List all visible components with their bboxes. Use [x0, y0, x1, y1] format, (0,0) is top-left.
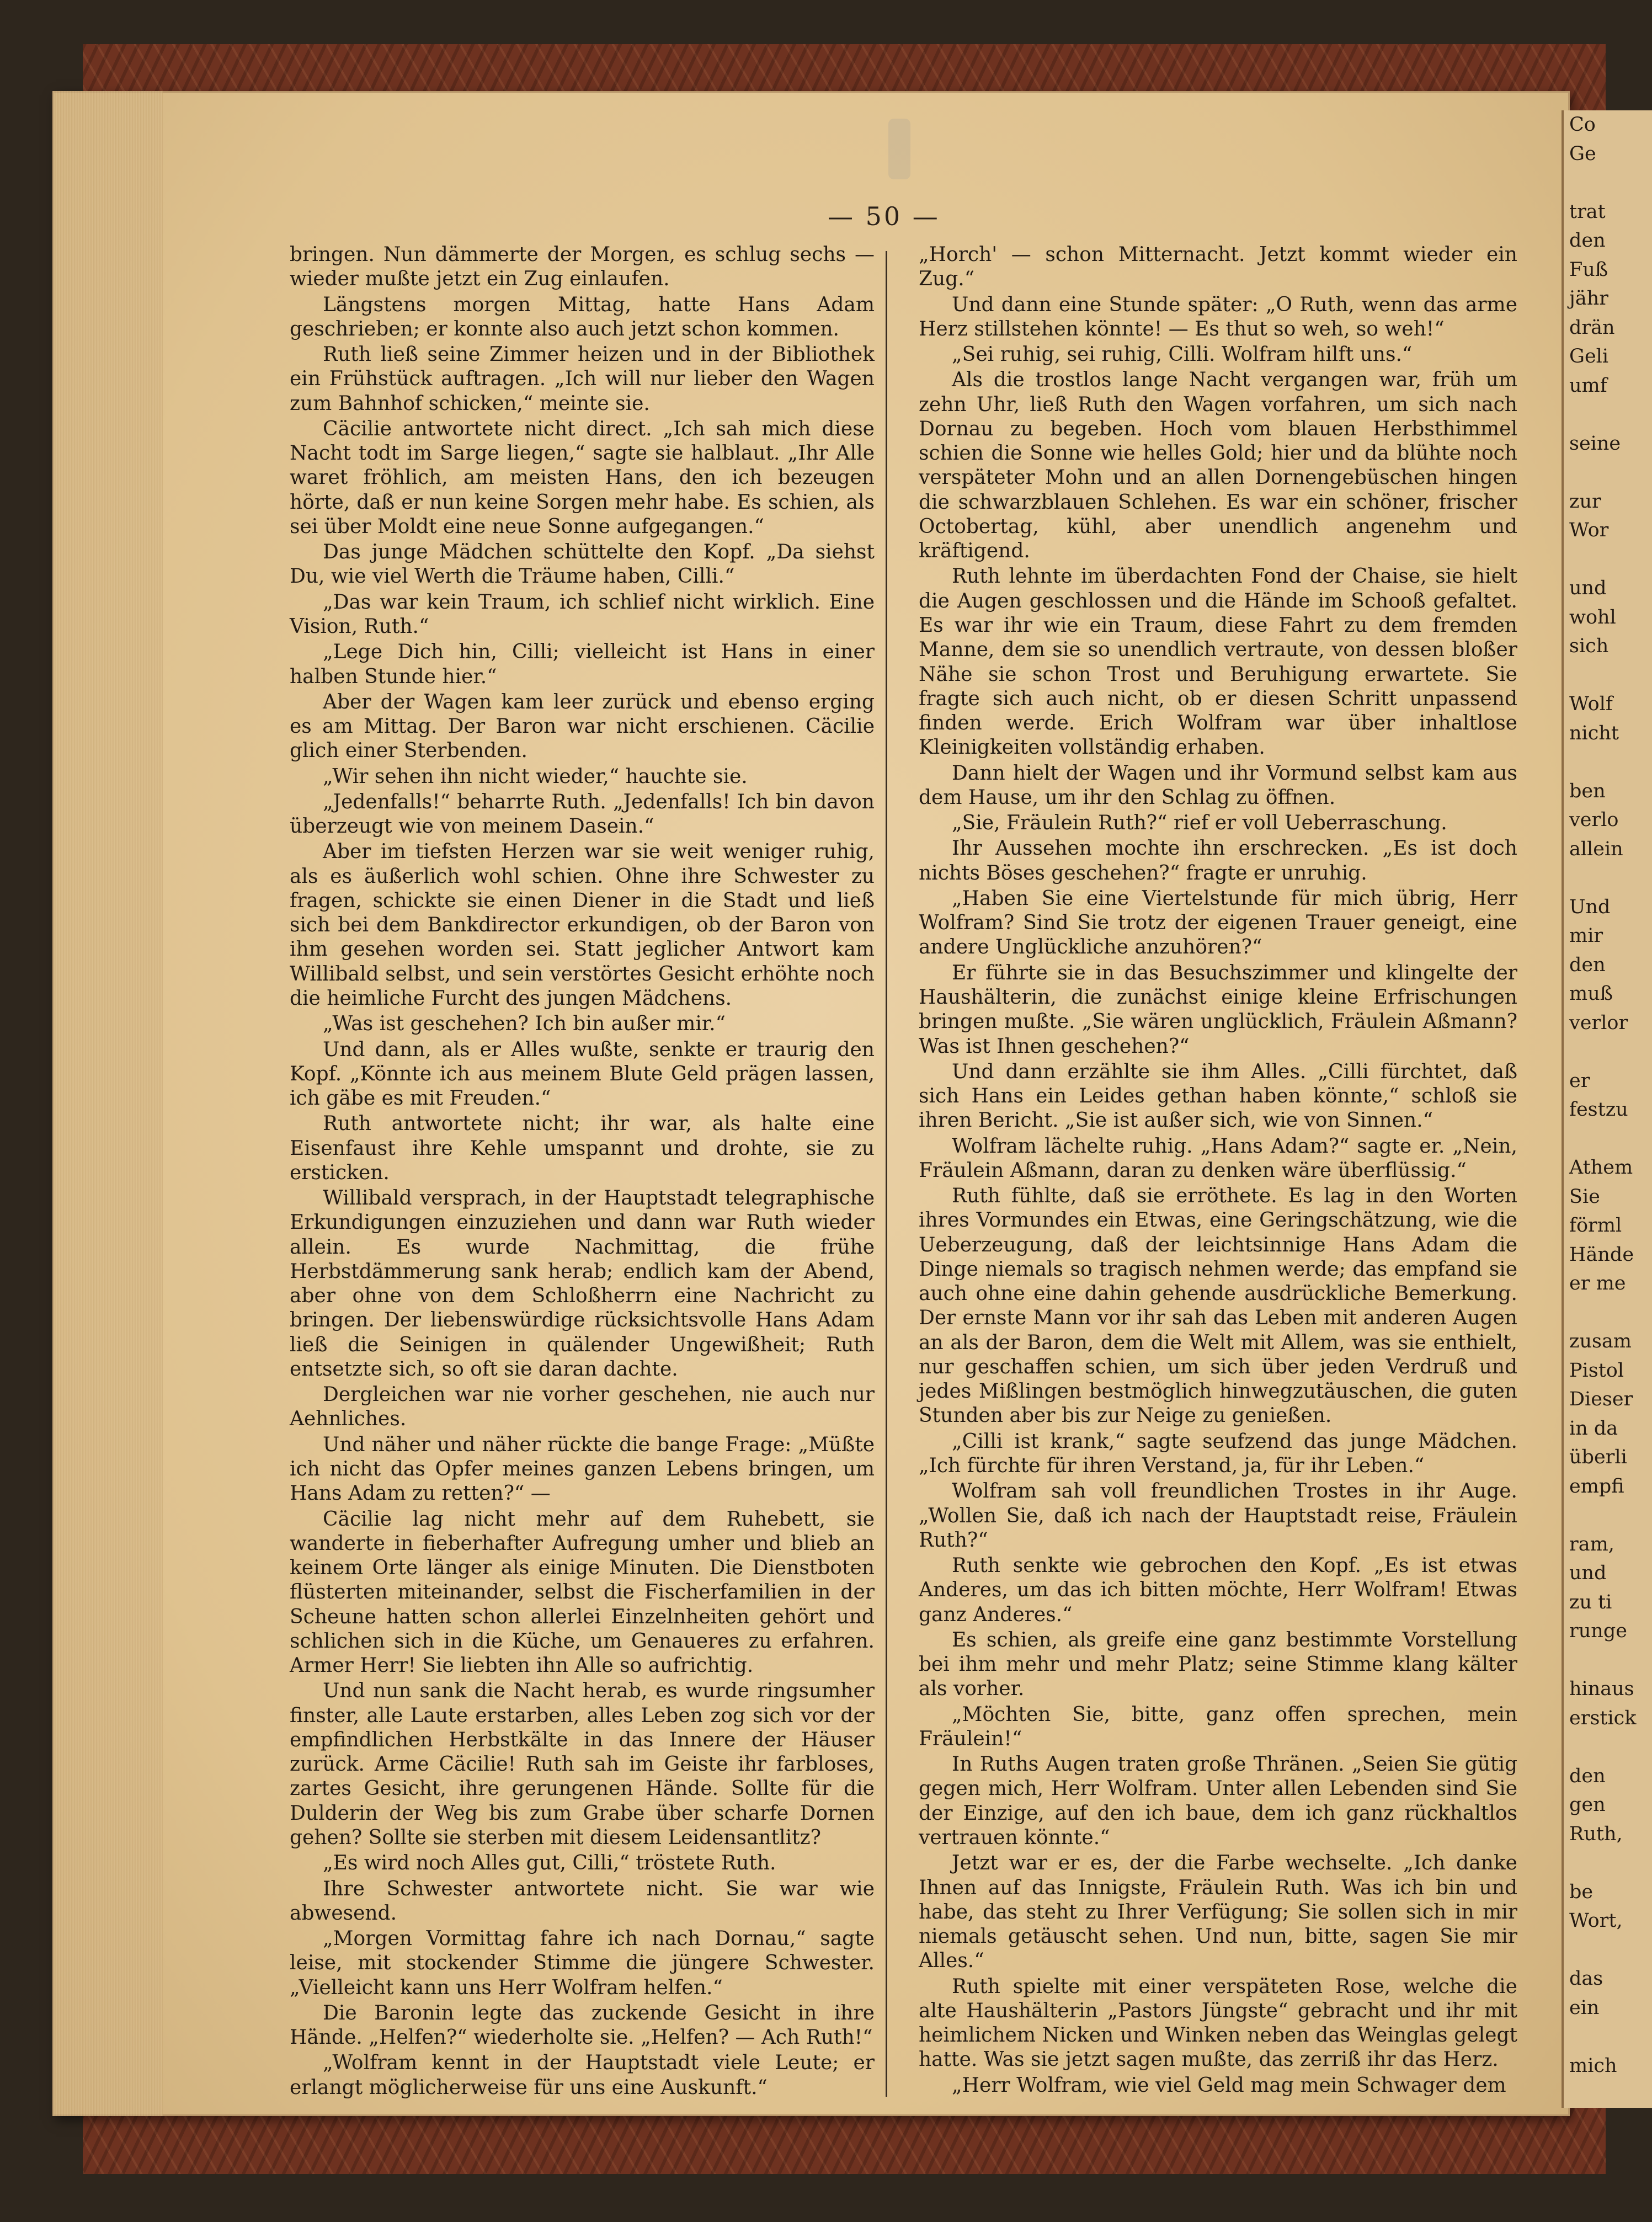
- next-page-fragment: verlo: [1569, 809, 1619, 831]
- next-page-fragment: Wor: [1569, 519, 1609, 541]
- next-page-fragment: den: [1569, 230, 1606, 252]
- next-page-fragment: mir: [1569, 925, 1603, 947]
- next-page-fragment: wohl: [1569, 606, 1616, 628]
- paragraph: Als die trostlos lange Nacht vergangen war, früh um zehn Uhr, ließ Ruth den Wagen vorfahren, um sich nach Dornau zu begeben. Hoch vom blauen Herbsthimmel schien die Sonne wie helles Gold; hier und da blühte noch verspäteter Mohn und an allen Dornengebüschen hingen die schwarzblauen Schlehen. Es war ein schöner, frischer Octobertag, kühl, aber unendlich angenehm und kräftigend.: [919, 369, 1517, 563]
- next-page-fragment: Sie: [1569, 1185, 1600, 1208]
- next-page-fragment: zur: [1569, 490, 1601, 513]
- paragraph: Aber im tiefsten Herzen war sie weit weniger ruhig, als es äußerlich wohl schien. Ohne ihre Schwester zu fragen, schickte sie einen Diener in die Stadt und ließ sich bei dem Bankdirector erkundigen, ob der Baron von ihm gesehen worden sei. Statt jeglicher Antwort kam Willibald selbst, und sein verstörtes Gesicht erhöhte noch die heimliche Furcht des jungen Mädchens.: [290, 840, 875, 1010]
- next-page-fragment: erstick: [1569, 1707, 1637, 1729]
- paragraph: Ruth senkte wie gebrochen den Kopf. „Es ist etwas Anderes, um das ich bitten möchte, Herr Wolfram! Etwas ganz Anderes.“: [919, 1554, 1517, 1626]
- paragraph: In Ruths Augen traten große Thränen. „Seien Sie gütig gegen mich, Herr Wolfram. Unter allen Lebenden sind Sie der Einzige, auf den ich baue, dem ich ganz rückhaltlos vertrauen könnte.“: [919, 1753, 1517, 1849]
- next-page-fragment: das: [1569, 1968, 1603, 1990]
- next-page-fragment: Und: [1569, 896, 1611, 918]
- paragraph: „Möchten Sie, bitte, ganz offen sprechen, mein Fräulein!“: [919, 1703, 1517, 1750]
- next-page-fragment: muß: [1569, 983, 1613, 1005]
- paragraph: Aber der Wagen kam leer zurück und ebenso erging es am Mittag. Der Baron war nicht erschienen. Cäcilie glich einer Sterbenden.: [290, 690, 875, 763]
- paragraph: Ruth antwortete nicht; ihr war, als halte eine Eisenfaust ihre Kehle umspannt und drohte, sie zu ersticken.: [290, 1112, 875, 1184]
- paragraph: „Haben Sie eine Viertelstunde für mich übrig, Herr Wolfram? Sind Sie trotz der eigenen Trauer geneigt, eine andere Unglückliche anzuhören?“: [919, 887, 1517, 959]
- paragraph: Ruth spielte mit einer verspäteten Rose, welche die alte Haushälterin „Pastors Jüngste“ gebracht und ihr mit heimlichem Nicken und Winken neben das Weinglas gelegt hatte. Was sie jetzt sagen mußte, das zerriß ihr das Herz.: [919, 1975, 1517, 2071]
- next-page-fragment: Ge: [1569, 142, 1596, 165]
- paragraph: Ruth ließ seine Zimmer heizen und in der Bibliothek ein Frühstück auftragen. „Ich will nur lieber den Wagen zum Bahnhof schicken,“ meinte sie.: [290, 343, 875, 415]
- next-page-fragment: [1564, 864, 1652, 893]
- next-page-fragment: drän: [1569, 316, 1615, 339]
- paragraph: Und nun sank die Nacht herab, es wurde ringsumher finster, alle Laute erstarben, alles Leben zog sich vor der empfindlichen Herbstkälte in das Innere der Häuser zurück. Arme Cäcilie! Ruth sah im Geiste ihr farbloses, zartes Gesicht, ihre gerungenen Hände. Sollte für die Dulderin der Weg bis zum Grabe über scharfe Dornen gehen? Sollte sie sterben mit diesem Leidensantlitz?: [290, 1680, 875, 1849]
- paragraph: Ruth fühlte, daß sie erröthete. Es lag in den Worten ihres Vormundes ein Etwas, eine Geringschätzung, wie die Ueberzeugung, daß der leichtsinnige Hans Adam die Dinge niemals so tragisch nehmen werde; das empfand sie auch ohne eine dahin gehende ausdrückliche Bemerkung. Der ernste Mann vor ihr sah das Leben mit anderen Augen an als der Baron, dem die Welt mit Allem, was sie enthielt, nur geschaffen schien, um sich über jeden Verdruß und jedes Mißlingen bestmöglich hinwegzutäuschen, die guten Stunden aber bis zur Neige zu genießen.: [919, 1185, 1517, 1427]
- next-page-fragment: [1564, 1936, 1652, 1965]
- paragraph: „Sie, Fräulein Ruth?“ rief er voll Ueberraschung.: [952, 812, 1447, 835]
- paragraph: Längstens morgen Mittag, hatte Hans Adam geschrieben; er konnte also auch jetzt schon kommen.: [290, 293, 875, 340]
- next-page-fragment: förml: [1569, 1214, 1622, 1237]
- next-page-fragment: er me: [1569, 1272, 1626, 1294]
- paragraph: Dergleichen war nie vorher geschehen, nie auch nur Aehnliches.: [290, 1383, 875, 1431]
- next-page-fragment: überli: [1569, 1446, 1627, 1468]
- page-edges: [52, 91, 163, 2116]
- next-page-fragment: empfi: [1569, 1475, 1624, 1498]
- paragraph: „Jedenfalls!“ beharrte Ruth. „Jedenfalls! Ich bin davon überzeugt wie von meinem Dasein.“: [290, 790, 875, 838]
- next-page-fragment: seine: [1569, 432, 1621, 455]
- next-page-fragment: Geli: [1569, 345, 1609, 367]
- paragraph: Und dann eine Stunde später: „O Ruth, wenn das arme Herz stillstehen könnte! — Es thut so weh, so weh!“: [919, 293, 1517, 340]
- next-page-fragment: [1564, 1037, 1652, 1067]
- next-page-fragment: trat: [1569, 200, 1606, 223]
- next-page-fragment: Hände: [1569, 1243, 1634, 1266]
- paragraph: Die Baronin legte das zuckende Gesicht in ihre Hände. „Helfen?“ wiederholte sie. „Helfen? — Ach Ruth!“: [290, 2001, 875, 2049]
- next-page-fragment: den: [1569, 953, 1606, 976]
- next-page-fragment: [1564, 1646, 1652, 1675]
- next-page-edge: [1562, 110, 1652, 2108]
- paragraph: Und dann erzählte sie ihm Alles. „Cilli fürchtet, daß sich Hans ein Leides gethan haben könnte,“ schloß sie ihren Bericht. „Sie ist außer sich, wie von Sinnen.“: [919, 1060, 1517, 1132]
- paragraph: „Herr Wolfram, wie viel Geld mag mein Schwager dem: [952, 2074, 1506, 2097]
- paragraph: Und dann, als er Alles wußte, senkte er traurig den Kopf. „Könnte ich aus meinem Blute Geld prägen lassen, ich gäbe es mit Freuden.“: [290, 1038, 875, 1110]
- next-page-fragment: Dieser: [1569, 1388, 1633, 1410]
- next-page-fragment: zu ti: [1569, 1591, 1612, 1613]
- paragraph: bringen. Nun dämmerte der Morgen, es schlug sechs — wieder mußte jetzt ein Zug einlaufen.: [290, 243, 875, 291]
- paragraph: Er führte sie in das Besuchszimmer und klingelte der Haushälterin, die zunächst einige kleine Erfrischungen bringen mußte. „Sie wären unglücklich, Fräulein Aßmann? Was ist Ihnen geschehen?“: [919, 961, 1517, 1058]
- next-page-fragment: ben: [1569, 780, 1606, 802]
- next-page-fragment: und: [1569, 577, 1607, 599]
- paragraph: Cäcilie lag nicht mehr auf dem Ruhebett, sie wanderte in fieberhafter Aufregung umher und blieb an keinem Orte länger als einige Minuten. Die Dienstboten flüsterten miteinander, selbst die Fischerfamilien in der Scheune hatten schon allerlei Einzelnheiten gehört und schlichen sich in die Küche, um Genaueres zu erfahren. Armer Herr! Sie liebten ihn Alle so aufrichtig.: [290, 1507, 875, 1677]
- paragraph: Und näher und näher rückte die bange Frage: „Müßte ich nicht das Opfer meines ganzen Lebens bringen, um Hans Adam zu retten?“ —: [290, 1433, 875, 1505]
- paragraph: Cäcilie antwortete nicht direct. „Ich sah mich diese Nacht todt im Sarge liegen,“ sagte sie halblaut. „Ihr Alle waret fröhlich, am meisten Hans, den ich bezeugen hörte, daß er nun keine Sorgen mehr habe. Es schien, als sei über Moldt eine neue Sonne aufgegangen.“: [290, 417, 875, 538]
- paragraph: Wolfram lächelte ruhig. „Hans Adam?“ sagte er. „Nein, Fräulein Aßmann, daran zu denken wäre überflüssig.“: [919, 1134, 1517, 1182]
- next-page-fragment: er: [1569, 1069, 1590, 1092]
- next-page-fragment: gen: [1569, 1794, 1606, 1816]
- next-page-fragment: Athem: [1569, 1157, 1633, 1179]
- next-page-fragment: [1564, 400, 1652, 429]
- next-page-fragment: zusam: [1569, 1330, 1632, 1352]
- paragraph: „Wir sehen ihn nicht wieder,“ hauchte sie.: [323, 765, 748, 788]
- next-page-fragment: Co: [1569, 114, 1596, 136]
- next-page-fragment: [1564, 545, 1652, 574]
- next-page-fragment: [1564, 748, 1652, 777]
- next-page-fragment: runge: [1569, 1620, 1627, 1642]
- paragraph: Jetzt war er es, der die Farbe wechselte. „Ich danke Ihnen auf das Innigste, Fräulein Ruth. Was ich bin und habe, das steht zu Ihrer Verfügung; Sie sollen sich in mir niemals getäuscht sehen. Und nun, bitte, sagen Sie mir Alles.“: [919, 1852, 1517, 1973]
- next-page-fragment: ram,: [1569, 1533, 1614, 1555]
- paragraph: „Morgen Vormittag fahre ich nach Dornau,“ sagte leise, mit stockender Stimme die jüngere Schwester. „Vielleicht kann uns Herr Wolfram helfen.“: [290, 1927, 875, 1999]
- right-column: [919, 243, 1517, 2099]
- paragraph: Ihr Aussehen mochte ihn erschrecken. „Es ist doch nichts Böses geschehen?“ fragte er unruhig.: [919, 837, 1517, 884]
- next-page-fragment: mich: [1569, 2054, 1617, 2077]
- next-page-fragment: sich: [1569, 635, 1609, 657]
- paragraph: „Was ist geschehen? Ich bin außer mir.“: [323, 1013, 726, 1036]
- paragraph: „Das war kein Traum, ich schlief nicht wirklich. Eine Vision, Ruth.“: [290, 590, 875, 638]
- next-page-fragment: [1564, 1298, 1652, 1328]
- next-page-fragment: in da: [1569, 1417, 1618, 1440]
- paragraph: Ruth lehnte im überdachten Fond der Chaise, sie hielt die Augen geschlossen und die Hände im Schooß gefaltet. Es war ihr wie ein Traum, diese Fahrt zu dem fremden Manne, dem sie so unendlich vertraute, von dessen bloßer Nähe sie schon Trost und Beruhigung erwartete. Sie fragte sich auch nicht, ob er diesen Schritt unpassend finden werde. Erich Wolfram war über inhaltlose Kleinigkeiten vollständig erhaben.: [919, 565, 1517, 759]
- next-page-fragment: festzu: [1569, 1099, 1628, 1121]
- next-page-fragment: verlor: [1569, 1011, 1628, 1034]
- next-page-fragment: Wolf: [1569, 693, 1613, 715]
- left-column: [290, 243, 875, 2101]
- next-page-fragment: hinaus: [1569, 1678, 1634, 1700]
- next-page-fragment: [1564, 1501, 1652, 1530]
- next-page-fragment: [1564, 2022, 1652, 2052]
- paragraph: Ihre Schwester antwortete nicht. Sie war wie abwesend.: [290, 1877, 875, 1925]
- next-page-fragment: und: [1569, 1562, 1607, 1584]
- next-page-fragment: [1564, 1733, 1652, 1762]
- paragraph: Das junge Mädchen schüttelte den Kopf. „Da siehst Du, wie viel Werth die Träume haben, Cilli.“: [290, 541, 875, 588]
- next-page-fragment: be: [1569, 1880, 1594, 1903]
- next-page-fragment: Wort,: [1569, 1910, 1623, 1932]
- next-page-fragment: [1564, 458, 1652, 487]
- paragraph: „Horch' — schon Mitternacht. Jetzt kommt wieder ein Zug.“: [919, 243, 1517, 291]
- next-page-fragment: allein: [1569, 838, 1623, 860]
- next-page-fragment: jähr: [1569, 287, 1608, 310]
- paragraph: Dann hielt der Wagen und ihr Vormund selbst kam aus dem Hause, um ihr den Schlag zu öffnen.: [919, 761, 1517, 809]
- next-page-fragment: [1564, 1848, 1652, 1878]
- paragraph: „Cilli ist krank,“ sagte seufzend das junge Mädchen. „Ich fürchte für ihren Verstand, ja, für ihr Leben.“: [919, 1430, 1517, 1478]
- next-page-fragment: umf: [1569, 374, 1607, 397]
- paragraph: „Es wird noch Alles gut, Cilli,“ tröstete Ruth.: [323, 1852, 776, 1875]
- next-page-fragment: [1564, 168, 1652, 198]
- next-page-fragment: Pistol: [1569, 1359, 1624, 1382]
- next-page-fragment: [1564, 661, 1652, 690]
- paragraph: Wolfram sah voll freundlichen Trostes in ihr Auge. „Wollen Sie, daß ich nach der Hauptstadt reise, Fräulein Ruth?“: [919, 1480, 1517, 1552]
- next-page-fragment: nicht: [1569, 722, 1619, 744]
- paragraph: Es schien, als greife eine ganz bestimmte Vorstellung bei ihm mehr und mehr Platz; seine Stimme klang kälter als vorher.: [919, 1628, 1517, 1701]
- column-divider: [886, 251, 887, 2097]
- paragraph: „Wolfram kennt in der Hauptstadt viele Leute; er erlangt möglicherweise für uns eine Auskunft.“: [290, 2052, 875, 2099]
- page-number: — 50 —: [828, 201, 940, 231]
- paragraph: „Lege Dich hin, Cilli; vielleicht ist Hans in einer halben Stunde hier.“: [290, 641, 875, 688]
- next-page-fragment: [1564, 1125, 1652, 1154]
- next-page-fragment: Fuß: [1569, 258, 1608, 281]
- next-page-fragment: den: [1569, 1765, 1606, 1787]
- page-stain: [888, 119, 910, 179]
- next-page-fragment: Ruth,: [1569, 1823, 1623, 1845]
- next-page-fragment: ein: [1569, 1996, 1600, 2019]
- paragraph: Willibald versprach, in der Hauptstadt telegraphische Erkundigungen einzuziehen und dann war Ruth wieder allein. Es wurde Nachmittag, die frühe Herbstdämmerung sank herab; endlich kam der Abend, aber ohne von dem Schloßherrn eine Nachricht zu bringen. Der liebenswürdige rücksichtsvolle Hans Adam ließ die Seinigen in quälender Ungewißheit; Ruth entsetzte sich, so oft sie daran dachte.: [290, 1187, 875, 1381]
- paragraph: „Sei ruhig, sei ruhig, Cilli. Wolfram hilft uns.“: [952, 343, 1413, 366]
